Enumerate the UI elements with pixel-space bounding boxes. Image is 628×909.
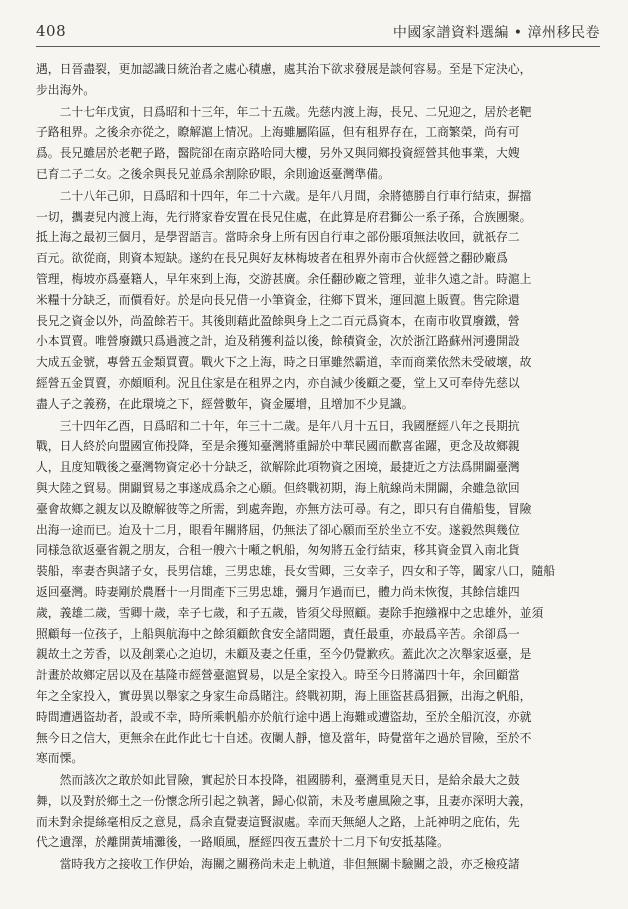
paragraph-1938: 二十七年戊寅，日爲昭和十三年，年二十五歲。先慈内渡上海，長兄、二兄迎之，居於老靶 子路租界。之後余亦從之，瞭解滬上情况。上海雖屬陷區，但有租界存在，工商繁榮，尚有可 爲。長兄雖居於老靶子路，醫院卻在南京路哈同大樓，另外又與同鄉投資經營其他事業，大嫂 已育二子二女。之後余與長兄並爲余割除矽眼，余則逾返臺灣準備。 [36,104,532,181]
page-number: 408 [36,22,67,40]
body-text [36,59,600,875]
running-title: 中國家譜資料選編 • 漳州移民卷 [392,25,600,41]
paragraph-1945: 三十四年乙酉，日爲昭和二十年，年三十二歲。是年八月十五日，我國歷經八年之長期抗 戰，日人終於向盟國宣佈投降，至是余獲知臺灣將重歸於中華民國而歡喜雀躍，更念及故鄉親 人，且度知戰後之臺灣物資定必十分缺乏，欲解除此項物資之困境，最捷近之方法爲開闢臺灣 與大陸之貿易。開闢貿易之事遂成爲余之心願。但終戰初期，海上航線尚未開闢，余雖急欲回 臺會故鄉之親友以及瞭解彼等之所需，到處奔跑，亦無方法可尋。有之，即只有自備船隻，冒險 出海一途而已。迨及十二月，眼看年關將屆，仍無法了卻心願而至於坐立不安。遂毅然與幾位 同様急欲返臺省親之朋友，合租一艘六十噸之帆船，匆匆將五金行結束，移其資金買入南北貨 裝船，率妻杏與諸子女，長男信雄，三男忠雄，長女雪卿，三女幸子，四女和子等，闔家八口，隨船 返回臺灣。時妻剛於農曆十一月間產下三男忠雄，彌月乍過而已，體力尚未恢復，其餘信雄四 歲，義雄二歲，雪卿十歲，幸子七歲，和子五歲，皆須父母照顧。妻除手抱繈褓中之忠雄外，並須 照顧每一位孩子，上船與航海中之餘須顧飲食安全諸問題，責任最重，亦最爲辛苦。余卻爲一 親故土之芳香，以及創業心之迫切，未顧及妻之任重，至今仍覺歉疚。蓋此次之次舉家返臺，是 計畫於故鄉定居以及在基隆市經營臺滬貿易，以是全家投入。時至今日將滿四十年，余回顧當 年之全家投入，實毋異以舉家之身家生命爲賭注。終戰初期，海上匪盜甚爲猖獗，出海之帆船， 時間遭遇盜劫者，設或不幸，時所乘帆船亦於航行途中遇上海難或遭盜劫，至於全船沉沒，亦就 無今日之信大，更無余在此作此七十自述。夜闌人靜，憶及當年，時覺當年之過於冒險，至於不 寒而慄。 [36,418,556,766]
paragraph-customs: 當時我方之接收工作伊始，海關之關務尚未走上軌道，非但無關卡驗關之設，亦乏檢疫諸 [59,857,520,872]
paragraph-1939: 二十八年己卯，日爲昭和十四年，年二十六歲。是年八月間，余將德勝自行車行結束，摒擋 一切，攜妻兒内渡上海，先行將家眷安置在長兄住處，在此算是府君獅公一系子孫，合族團聚。 抵上海之最初三個月，是學習語言。當時余身上所有因自行車之部份賬項無法收回，就祇存二 百元。欲從商，則資本短缺。遂約在長兄與好友林梅坡者在租界外南市合伙經營之翻砂廠爲 管理，梅坡亦爲臺籍人，早年來到上海，交游甚廣。余任翻砂廠之管理，並非久遠之計。時滬上 米糧十分缺乏，而價看好。於是向長兄借一小筆資金，往鄉下買米，運回滬上販賣。售完除還 長兄之資金以外，尚盈餘若干。其後則藉此盈餘與身上之二百元爲資本，在南市收買廢鐵，營 小本買賣。唯營廢鐵只爲過渡之計，迨及稍獲利益以後，餘積資金，次於浙江路蘇州河邊開設 大成五金號，專營五金類買賣。戰火下之上海，時之日軍雖然霸道，幸而商業依然未受破壞，故 經營五金買賣，亦頗順利。況且住家是在租界之内，亦自減少後顧之憂，堂上又可奉侍先慈以 盡人子之義務，在此環境之下，經營數年，資金屢增，且增加不少見識。 [36,188,532,411]
page-header [36,18,600,47]
paragraph-voyage: 然而該次之敢於如此冒險，實起於日本投降，祖國勝利，臺灣重見天日，是給余最大之鼓 舞，以及對於鄉土之一份懷念所引起之執著，歸心似箭，未及考慮風險之事，且妻亦深明大義， 而未對余提絲毫相反之意見，爲余直覺妻這賢淑處。幸而天無絕人之路，上託神明之庇佑，先 代之遺澤，於離開黃埔灘後，一路順風，歷經四夜五晝於十二月下旬安抵基隆。 [36,773,532,850]
paragraph-continuation: 遇，日晉盡裂，更加認識日統治者之處心積慮，處其治下欲求發展是談何容易。至是下定決心， 步出海外。 [36,62,532,97]
